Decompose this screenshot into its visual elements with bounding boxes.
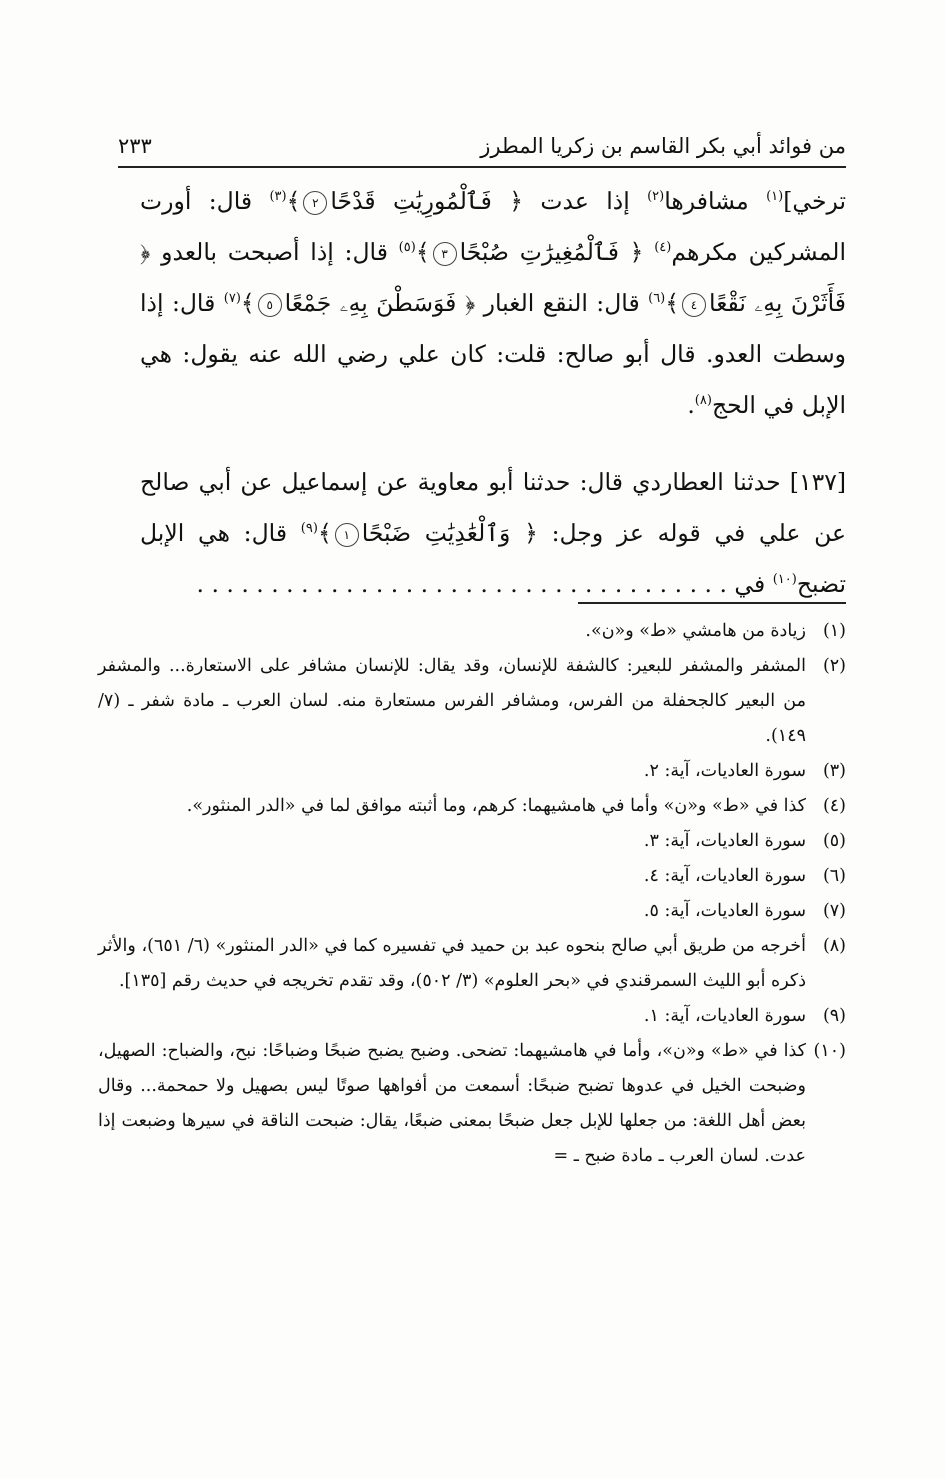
footnote-text: زيادة من هامشي «ط» و«ن». [585,621,806,641]
text-run: قال: النقع الغبار [475,289,649,317]
text-run: قال: إذا أصبحت بالعدو [150,238,399,266]
text-run: قال: أورت المشركين مكرهم [140,187,846,266]
footnote-number: (٧) [822,901,846,921]
text-run: . [687,391,695,419]
quran-verse: ﴿ فَأَثَرْنَ بِهِۦ نَقْعًا [140,238,847,317]
footnote-number: (٢) [822,656,846,676]
footnote-ref-5[interactable]: (٥) [398,240,416,256]
footnote-number: (١) [822,621,846,641]
footnote-ref-7[interactable]: (٧) [223,291,241,307]
paragraph-continuation [140,176,846,431]
text-run: في [734,570,773,598]
footnote-item [98,824,846,859]
verse-number-marker: ٥ [258,293,282,317]
verse-number-marker: ١ [335,523,359,547]
footnote-item [98,1034,846,1174]
footnotes-section [98,614,846,1174]
footnote-number: (١٠) [813,1041,846,1061]
footnote-text: المشفر والمشفر للبعير: كالشفة للإنسان، وقد يقال: للإنسان مشافر على الاستعارة... والمشفر من البعير كالجحفلة من الفرس، ومشافر الفرس مستعارة منه. لسان العرب ـ مادة شفر ـ (٧/ ١٤٩). [98,656,806,746]
footnote-text: كذا في «ط» و«ن»، وأما في هامشيهما: تضحى. وضبح يضبح ضبحًا وضباحًا: نبح، والضباح: الصهيل، وضبحت الخيل في عدوها تضبح ضبحًا: أسمعت من أفواهها صوتًا ليس بصهيل ولا حمحمة... وقال بعض أهل اللغة: من جعلها للإبل جعل ضبحًا بمعنى ضبعًا، يقال: ضبحت الناقة في سيرها وضبعت إذا عدت. لسان العرب ـ مادة ضبح ـ = [98,1041,806,1166]
footnote-number: (٦) [822,866,846,886]
running-header [118,122,846,168]
footnote-item [98,649,846,754]
footnote-ref-10[interactable]: (١٠) [772,572,797,588]
footnote-ref-9[interactable]: (٩) [300,521,318,537]
footnote-ref-3[interactable]: (٣) [269,189,287,205]
quran-verse: ﴿ فَوَسَطْنَ بِهِۦ جَمْعًا [284,289,476,317]
footnote-separator [578,602,846,604]
footnote-item [98,614,846,649]
text-run: مشافرها [664,187,767,215]
footnote-item [98,929,846,999]
footnote-number: (٨) [822,936,846,956]
footnote-text: سورة العاديات، آية: ٤. [643,866,806,886]
quran-bracket-close: ﴾ [415,238,430,266]
footnote-ref-6[interactable]: (٦) [648,291,666,307]
footnote-ref-1[interactable]: (١) [766,189,784,205]
text-run: قال: إذا وسطت العدو. قال أبو صالح: قلت: كان علي رضي الله عنه يقول: هي الإبل في الحج [140,289,846,419]
quran-bracket-close: ﴾ [286,187,301,215]
verse-number-marker: ٤ [682,293,706,317]
footnote-text: سورة العاديات، آية: ٢. [643,761,806,781]
paragraph-hadith-137 [140,457,846,610]
footnote-text: سورة العاديات، آية: ١. [643,1006,806,1026]
footnote-number: (٣) [822,761,846,781]
running-title: من فوائد أبي بكر القاسم بن زكريا المطرز [480,134,846,158]
quran-bracket-close: ﴾ [665,289,680,317]
quran-bracket-close: ﴾ [240,289,255,317]
footnote-number: (٥) [822,831,846,851]
page-number: ٢٣٣ [118,134,152,158]
footnote-number: (٤) [822,796,846,816]
footnote-ref-2[interactable]: (٢) [647,189,665,205]
footnote-item [98,754,846,789]
footnote-text: سورة العاديات، آية: ٥. [643,901,806,921]
text-run: قال: هي الإبل تضبح [140,519,846,598]
footnote-item [98,999,846,1034]
footnote-text: كذا في «ط» و«ن» وأما في هامشيهما: كرهم، وما أثبته موافق لما في «الدر المنثور». [186,796,806,816]
footnote-number: (٩) [822,1006,846,1026]
text-run: إذا عدت [523,187,648,215]
footnote-ref-4[interactable]: (٤) [654,240,672,256]
text-run: ترخي] [783,187,846,215]
text-run: [١٣٧] حدثنا العطاردي قال: حدثنا أبو معاوية عن إسماعيل عن أبي صالح عن علي في قوله عز وجل: [140,468,847,547]
ellipsis-dots: . . . . . . . . . . . . . . . . . . . . . . . . . . . . . . . . . . . . [196,570,735,598]
quran-bracket-close: ﴾ [317,519,332,547]
footnote-text: أخرجه من طريق أبي صالح بنحوه عبد بن حميد في تفسيره كما في «الدر المنثور» (٦/ ٦٥١)، والأثر ذكره أبو الليث السمرقندي في «بحر العلوم» (٣/ ٥٠٢)، وقد تقدم تخريجه في حديث رقم [١٣٥]. [98,936,806,991]
footnote-item [98,789,846,824]
quran-verse: ﴿ فَٱلْمُورِيَٰتِ قَدْحًا [330,187,523,215]
verse-number-marker: ٣ [433,242,457,266]
footnote-ref-8[interactable]: (٨) [694,393,712,409]
verse-number-marker: ٢ [303,191,327,215]
footnote-item [98,894,846,929]
footnote-text: سورة العاديات، آية: ٣. [643,831,806,851]
quran-verse: ﴿ فَٱلْمُغِيرَٰتِ صُبْحًا [459,238,655,266]
footnote-item [98,859,846,894]
quran-verse: ﴿ وَٱلْعَٰدِيَٰتِ ضَبْحًا [361,519,538,547]
main-text [140,176,846,610]
